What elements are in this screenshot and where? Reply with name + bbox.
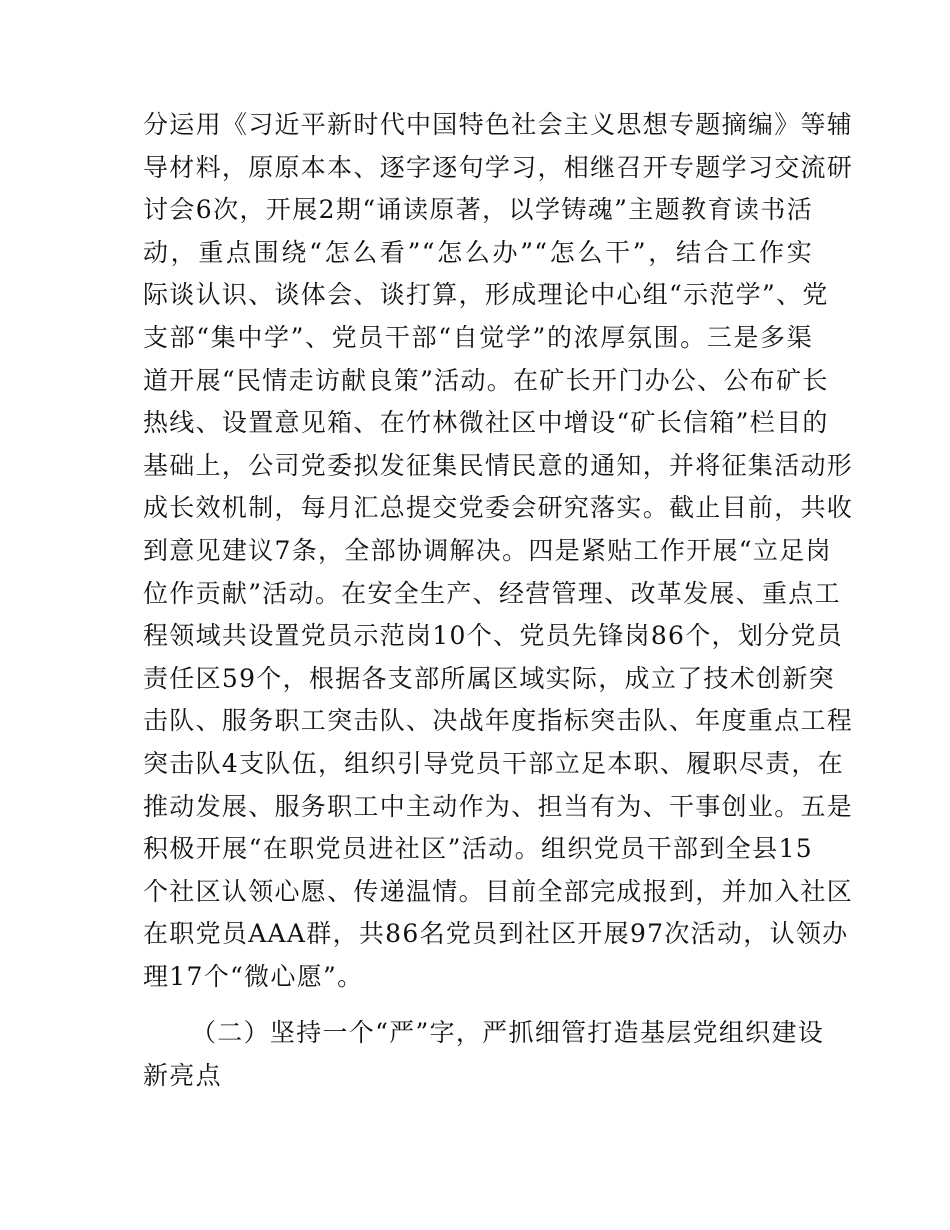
paragraph-line: 位作贡献”活动。在安全生产、经营管理、改革发展、重点工 <box>143 578 841 608</box>
paragraph-line: 道开展“民情走访献良策”活动。在矿长开门办公、公布矿长 <box>143 365 829 395</box>
section-heading-continuation: 新亮点 <box>143 1061 222 1091</box>
paragraph-line: 推动发展、服务职工中主动作为、担当有为、干事创业。五是 <box>143 791 854 821</box>
paragraph-line: 责任区59个，根据各支部所属区域实际，成立了技术创新突 <box>143 663 835 693</box>
paragraph-line: 际谈认识、谈体会、谈打算，形成理论中心组“示范学”、党 <box>143 280 829 310</box>
paragraph-line: 到意见建议7条，全部协调解决。四是紧贴工作开展“立足岗 <box>143 535 832 565</box>
paragraph-line: 讨会6次，开展2期“诵读原著，以学铸魂”主题教育读书活 <box>143 195 813 225</box>
section-gap <box>143 998 813 1012</box>
paragraph-line: 基础上，公司党委拟发征集民情民意的通知，并将征集活动形 <box>143 450 854 480</box>
paragraph-line: 积极开展“在职党员进社区”活动。组织党员干部到全县15 <box>143 834 813 864</box>
paragraph-line-last: 理17个“微心愿”。 <box>143 961 364 991</box>
paragraph-line: 程领域共设置党员示范岗10个、党员先锋岗86个，划分党员 <box>143 621 844 651</box>
paragraph-line: 支部“集中学”、党员干部“自觉学”的浓厚氛围。三是多渠 <box>143 322 813 352</box>
paragraph-line: 突击队4支队伍，组织引导党员干部立足本职、履职尽责，在 <box>143 748 845 778</box>
paragraph-line: 成长效机制，每月汇总提交党委会研究落实。截止目前，共收 <box>143 493 854 523</box>
section-heading: （二）坚持一个“严”字，严抓细管打造基层党组织建设 <box>191 1018 825 1048</box>
paragraph-line: 击队、服务职工突击队、决战年度指标突击队、年度重点工程 <box>143 706 854 736</box>
paragraph-line: 分运用《习近平新时代中国特色社会主义思想专题摘编》等辅 <box>143 110 854 139</box>
document-body <box>143 104 854 1098</box>
paragraph-line: 动，重点围绕“怎么看”“怎么办”“怎么干”，结合工作实 <box>143 237 813 267</box>
paragraph-line: 热线、设置意见箱、在竹林微社区中增设“矿长信箱”栏目的 <box>143 408 829 438</box>
paragraph-line: 个社区认领心愿、传递温情。目前全部完成报到，并加入社区 <box>143 876 854 906</box>
paragraph-line: 导材料，原原本本、逐字逐句学习，相继召开专题学习交流研 <box>143 152 854 182</box>
paragraph-line: 在职党员AAA群，共86名党员到社区开展97次活动，认领办 <box>143 919 849 949</box>
